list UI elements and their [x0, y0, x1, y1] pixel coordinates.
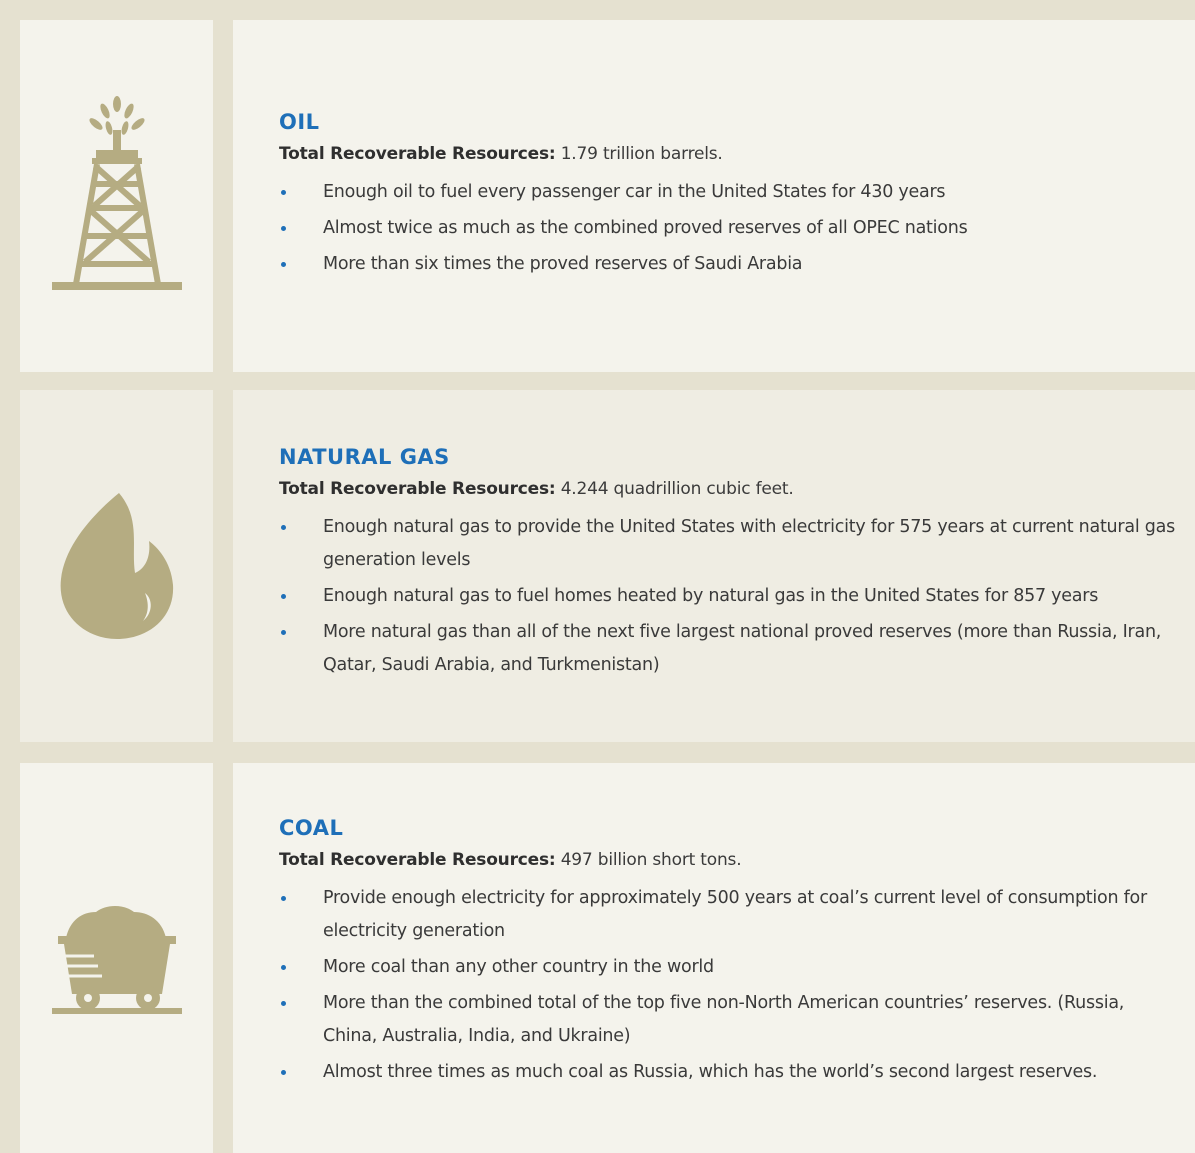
list-item: More than six times the proved reserves of Saudi Arabia [279, 248, 1175, 281]
oil-section [20, 20, 1195, 372]
gas-heading: NATURAL GAS [279, 445, 450, 469]
coal-bullet-list [279, 882, 1175, 1089]
list-item: Almost three times as much coal as Russia, which has the world’s second largest reserves. [279, 1056, 1175, 1089]
gas-total-label: Total Recoverable Resources: [279, 479, 556, 499]
oil-total-value: 1.79 trillion barrels. [555, 144, 723, 164]
list-item: Almost twice as much as the combined proved reserves of all OPEC nations [279, 212, 1175, 245]
coal-total-label: Total Recoverable Resources: [279, 850, 556, 870]
gas-total-value: 4.244 quadrillion cubic feet. [555, 479, 794, 499]
list-item: More natural gas than all of the next five largest national proved reserves (more than Russia, Iran, Qatar, Saudi Arabia, and Turkmenistan) [279, 616, 1175, 682]
coal-icon-cell [20, 763, 213, 1153]
oil-heading: OIL [279, 110, 320, 134]
oil-icon-cell [20, 20, 213, 372]
oil-total-label: Total Recoverable Resources: [279, 144, 556, 164]
list-item: Provide enough electricity for approximately 500 years at coal’s current level of consumption for electricity generation [279, 882, 1175, 948]
gas-text-cell [233, 390, 1195, 742]
coal-section [20, 763, 1195, 1153]
coal-cart-icon [52, 898, 182, 1018]
oil-total-resources [279, 144, 1175, 164]
flame-icon [57, 491, 177, 641]
list-item: Enough natural gas to fuel homes heated by natural gas in the United States for 857 years [279, 580, 1175, 613]
oil-text-cell [233, 20, 1195, 372]
oil-derrick-icon [52, 96, 182, 296]
gas-bullet-list [279, 511, 1175, 682]
coal-total-resources [279, 850, 1175, 870]
coal-text-cell [233, 763, 1195, 1153]
list-item: More than the combined total of the top five non-North American countries’ reserves. (Russia, China, Australia, India, and Ukraine) [279, 987, 1175, 1053]
list-item: Enough natural gas to provide the United States with electricity for 575 years at current natural gas generation levels [279, 511, 1175, 577]
list-item: More coal than any other country in the world [279, 951, 1175, 984]
natural-gas-section [20, 390, 1195, 742]
list-item: Enough oil to fuel every passenger car in the United States for 430 years [279, 176, 1175, 209]
oil-bullet-list [279, 176, 1175, 281]
gas-icon-cell [20, 390, 213, 742]
gas-total-resources [279, 479, 1175, 499]
coal-total-value: 497 billion short tons. [555, 850, 742, 870]
coal-heading: COAL [279, 816, 344, 840]
